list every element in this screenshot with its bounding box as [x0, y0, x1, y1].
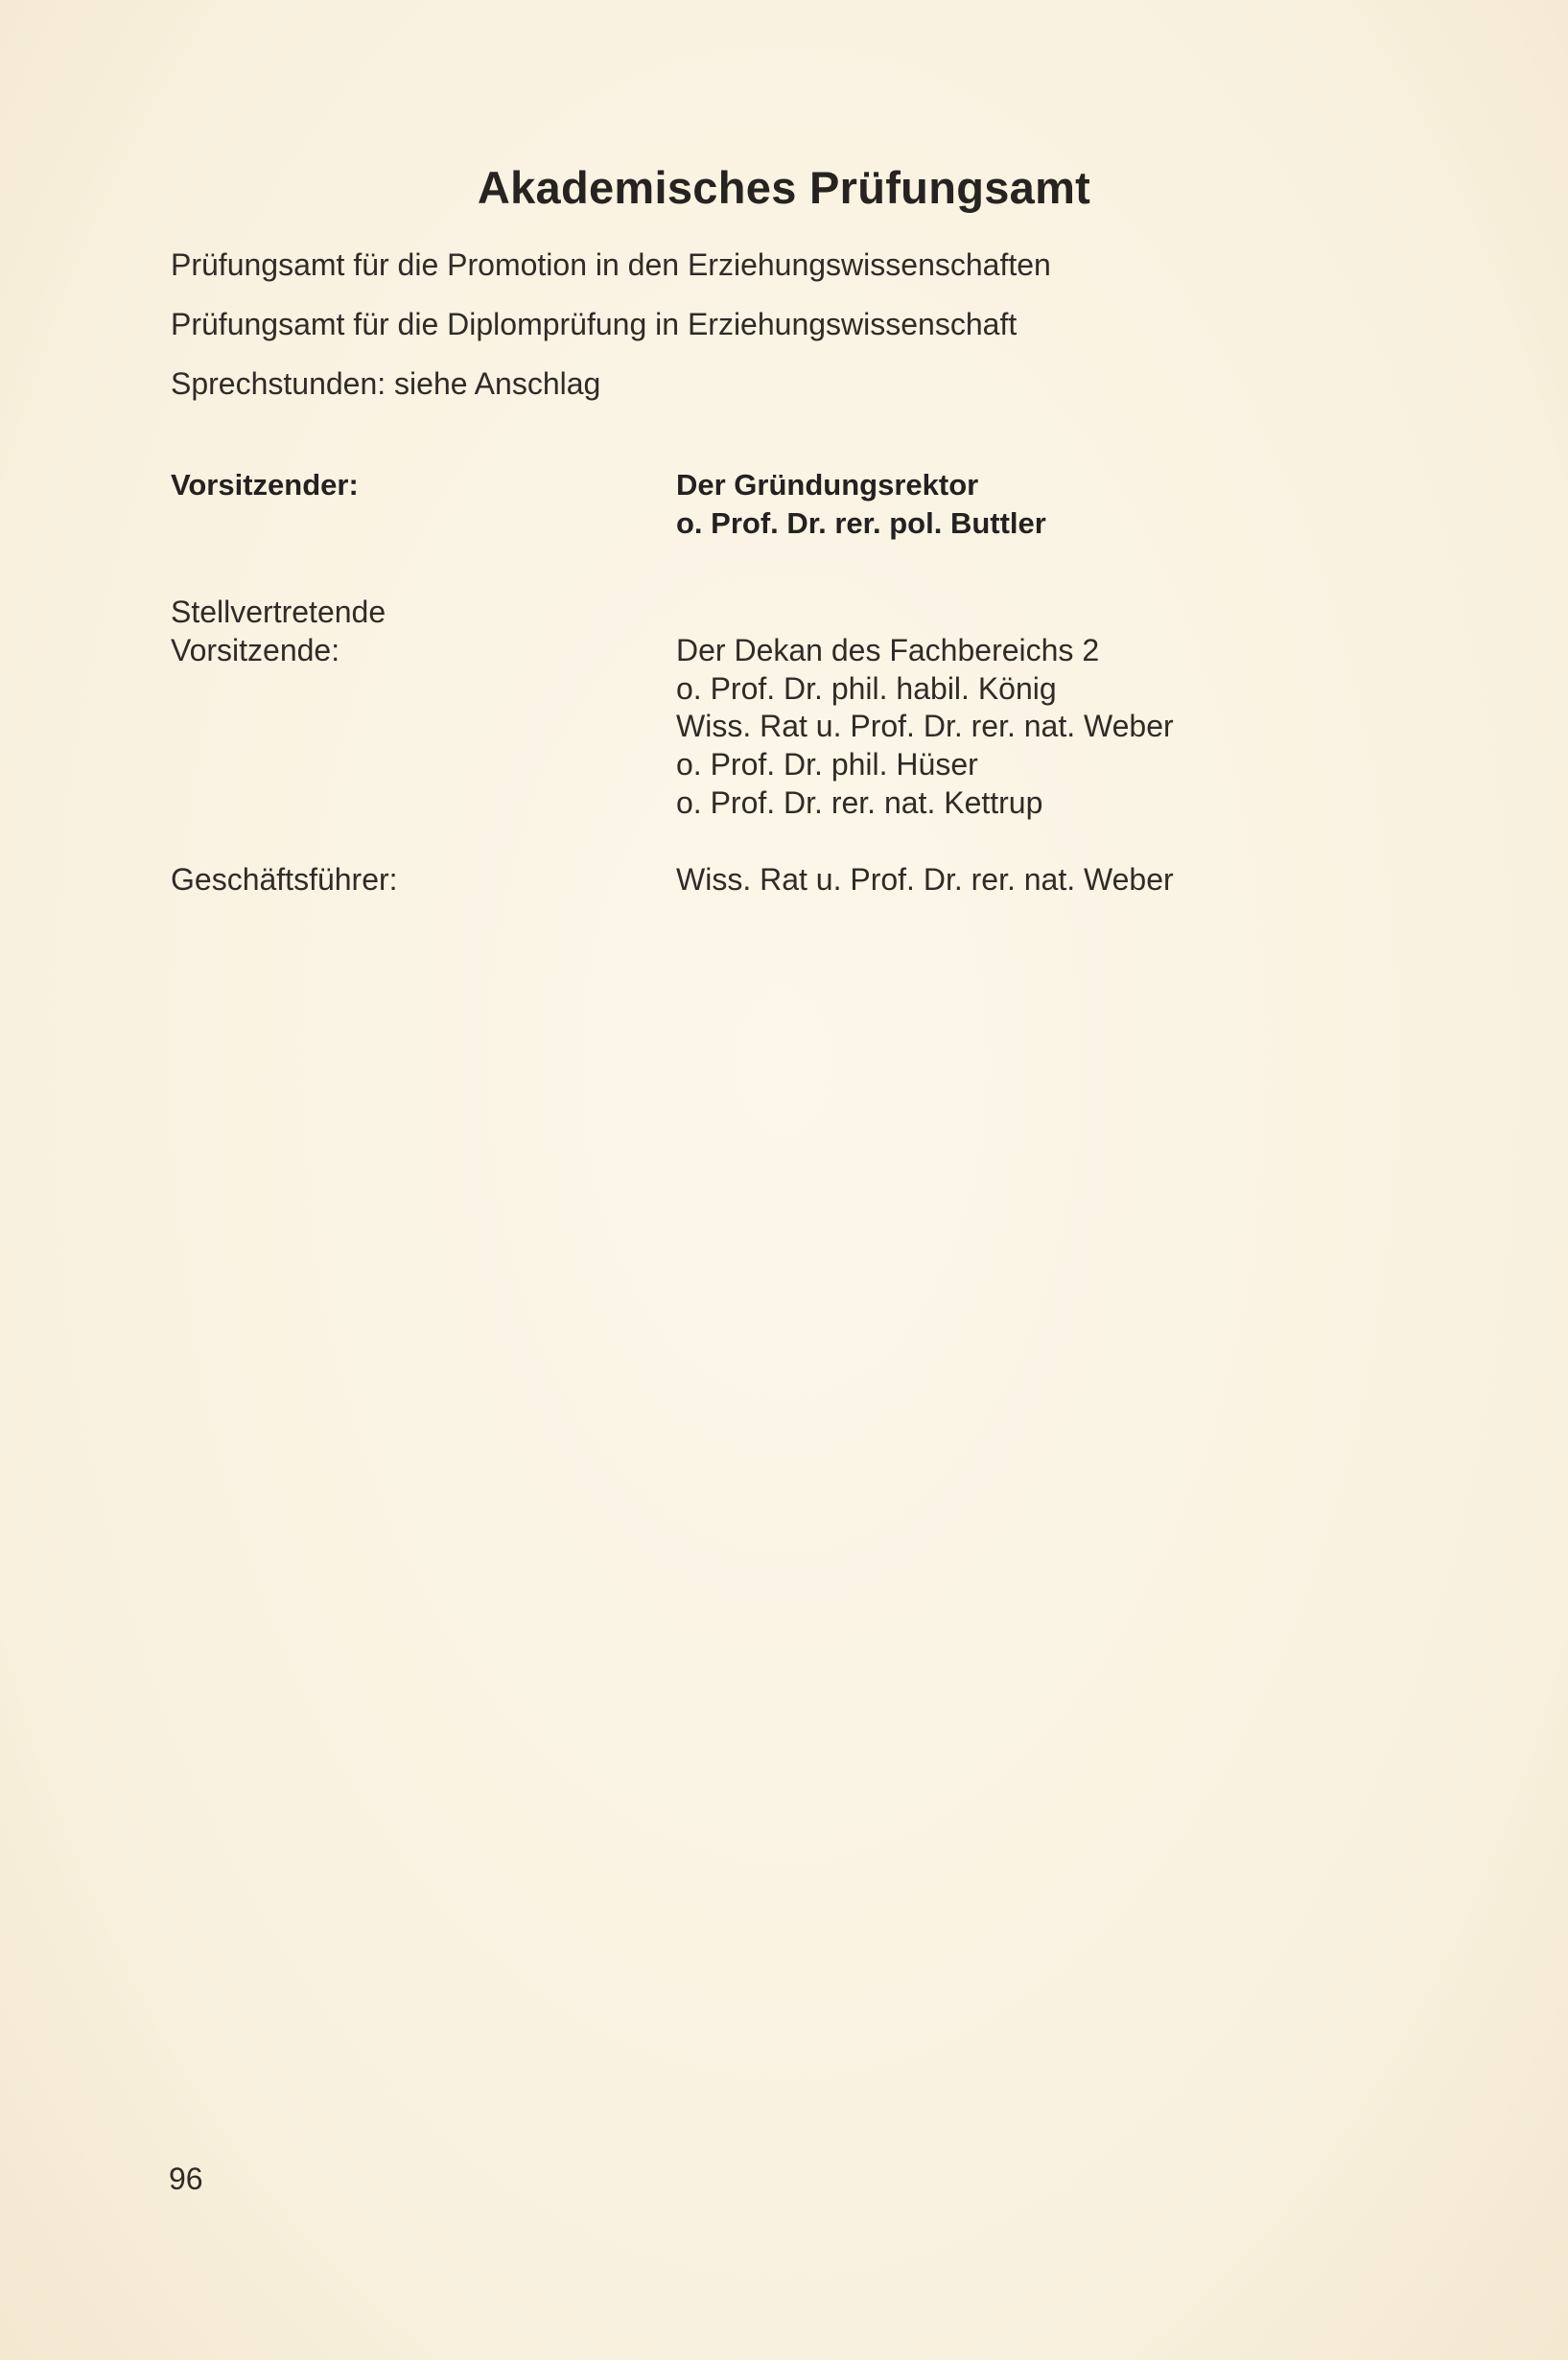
- page-title: Akademisches Prüfungsamt: [477, 162, 1091, 213]
- value-vorsitzender-line-1: Der Gründungsrektor: [676, 468, 979, 502]
- label-vorsitzender: Vorsitzender:: [171, 468, 359, 502]
- value-geschaeftsfuehrer: Wiss. Rat u. Prof. Dr. rer. nat. Weber: [676, 862, 1174, 897]
- label-stellvertretende-line-1: Stellvertretende: [171, 595, 386, 629]
- value-stellvertretende-line-3: Wiss. Rat u. Prof. Dr. rer. nat. Weber: [676, 709, 1174, 743]
- intro-line-diplom: Prüfungsamt für die Diplomprüfung in Erziehungswissenschaft: [171, 307, 1018, 341]
- value-stellvertretende-line-4: o. Prof. Dr. phil. Hüser: [676, 747, 978, 782]
- value-stellvertretende-line-1: Der Dekan des Fachbereichs 2: [676, 633, 1100, 667]
- label-geschaeftsfuehrer: Geschäftsführer:: [171, 862, 398, 897]
- value-stellvertretende-line-5: o. Prof. Dr. rer. nat. Kettrup: [676, 785, 1043, 820]
- intro-line-promotion: Prüfungsamt für die Promotion in den Erziehungswissenschaften: [171, 247, 1051, 282]
- label-stellvertretende-line-2: Vorsitzende:: [171, 633, 340, 667]
- value-stellvertretende-line-2: o. Prof. Dr. phil. habil. König: [676, 671, 1057, 706]
- intro-line-sprechstunden: Sprechstunden: siehe Anschlag: [171, 366, 601, 401]
- value-vorsitzender-line-2: o. Prof. Dr. rer. pol. Buttler: [676, 506, 1046, 540]
- page-number: 96: [169, 2161, 203, 2196]
